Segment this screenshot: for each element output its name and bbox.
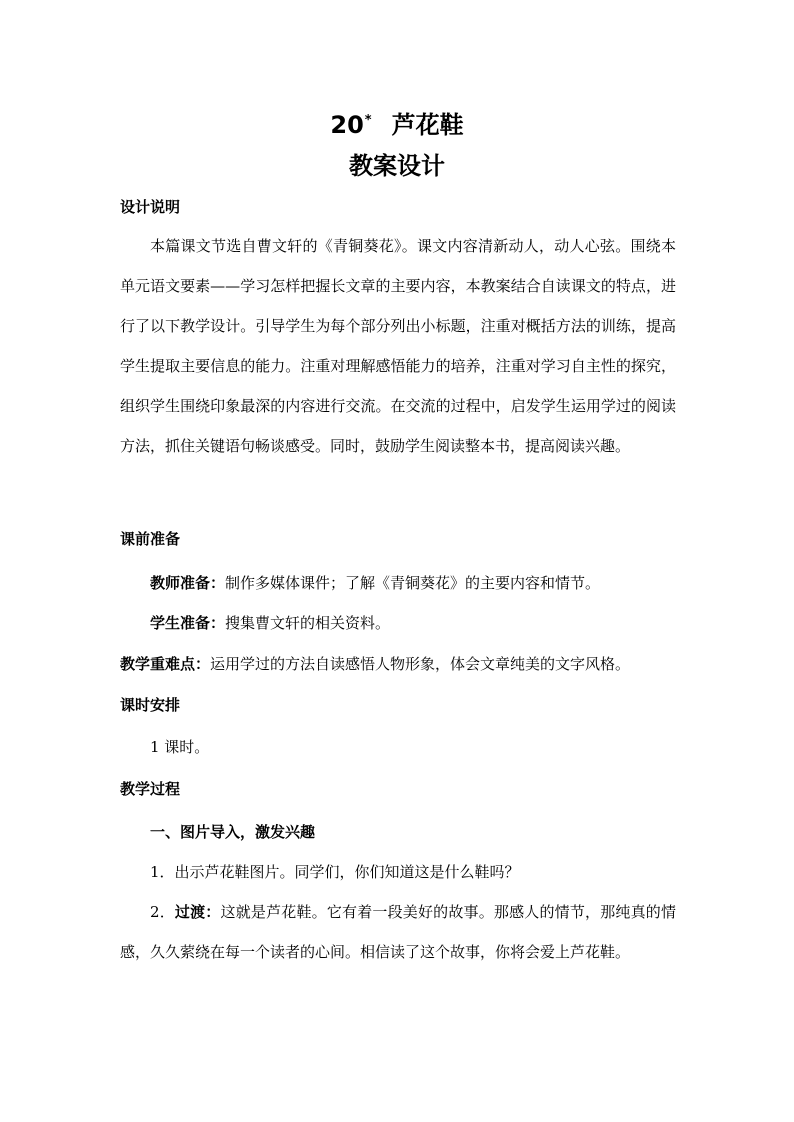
preparation-heading: 课前准备 — [120, 530, 181, 548]
teacher-preparation-text: 制作多媒体课件；了解《青铜葵花》的主要内容和情节。 — [225, 574, 601, 592]
student-preparation — [150, 613, 390, 633]
schedule-text: 1 课时。 — [150, 738, 210, 756]
key-points-text: 运用学过的方法自读感悟人物形象，体会文章纯美的文字风格。 — [210, 655, 631, 673]
process-heading: 教学过程 — [120, 780, 181, 798]
teacher-preparation-label: 教师准备： — [150, 574, 226, 592]
schedule-heading: 课时安排 — [120, 696, 181, 714]
process-item-2-number: 2． — [150, 903, 175, 921]
teacher-preparation — [150, 573, 600, 593]
lesson-title — [0, 110, 794, 140]
process-item-2-label: 过渡： — [174, 903, 221, 921]
key-points-label: 教学重难点： — [120, 655, 211, 673]
lesson-number: 20 — [330, 111, 364, 139]
process-item-2-text: 这就是芦花鞋。它有着一段美好的故事。那感人的情节，那纯真的情感，久久萦绕在每一个读者的心间。相信读了这个故事，你将会爱上芦花鞋。 — [120, 903, 676, 961]
key-points — [120, 654, 630, 674]
design-note-heading: 设计说明 — [120, 198, 181, 216]
process-section-1-title: 一、图片导入，激发兴趣 — [150, 823, 316, 841]
process-item-2 — [120, 892, 676, 972]
lesson-name: 芦花鞋 — [391, 111, 464, 139]
design-note-paragraph: 本篇课文节选自曹文轩的《青铜葵花》。课文内容清新动人，动人心弦。围绕本单元语文要素——学习怎样把握长文章的主要内容，本教案结合自读课文的特点，进行了以下教学设计。引导学生为每个部分列出小标题，注重对概括方法的训练，提高学生提取主要信息的能力。注重对理解感悟能力的培养，注重对学习自主性的探究，组织学生围绕印象最深的内容进行交流。在交流的过程中，启发学生运用学过的阅读方法，抓住关键语句畅谈感受。同时，鼓励学生阅读整本书，提高阅读兴趣。 — [120, 237, 676, 455]
student-preparation-label: 学生准备： — [150, 614, 226, 632]
student-preparation-text: 搜集曹文轩的相关资料。 — [225, 614, 391, 632]
lesson-subtitle: 教案设计 — [349, 152, 445, 180]
self-read-star: * — [364, 113, 372, 128]
process-item-1: 1．出示芦花鞋图片。同学们，你们知道这是什么鞋吗？ — [150, 863, 520, 881]
